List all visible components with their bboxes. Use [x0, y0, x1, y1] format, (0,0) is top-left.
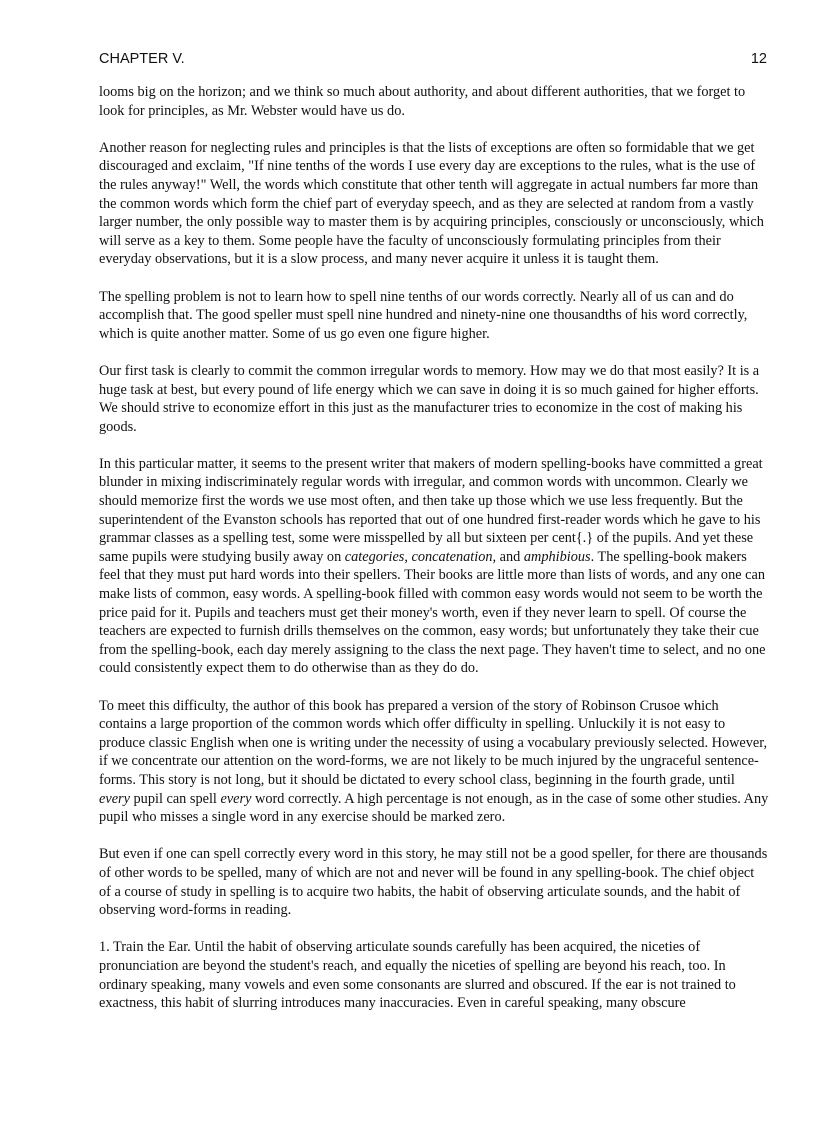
paragraph: [99, 697, 769, 827]
paragraph-text: and: [496, 548, 524, 565]
paragraph-text: word correctly. A high percentage is not enough, as in the case of some other studies. Any pupil who misses a single word in any exercise should be marked zero.: [99, 790, 769, 826]
document-body: [99, 83, 769, 1031]
chapter-title: CHAPTER V.: [99, 51, 185, 67]
italic-text: every: [99, 790, 130, 807]
paragraph: The spelling problem is not to learn how to spell nine tenths of our words correctly. Nearly all of us can and do accomplish that. The good speller must spell nine hundred and ninety-nine one thousandths of his word correctly, which is quite another matter. Some of us go even one figure higher.: [99, 288, 748, 342]
paragraph-text: pupil can spell: [129, 790, 221, 807]
italic-text: every: [220, 790, 252, 807]
italic-text: amphibious: [523, 548, 591, 565]
paragraph-text: . The spelling-book makers feel that they must put hard words into their spellers. Their books are little more than lists of words, and any one can make lists of common, easy words. A spelling-book filled with common easy words would not seem to be worth the price paid for it. Pupils and teachers must get their money's worth, even if they never learn to spell. Of course the teachers are expected to furnish drills themselves on the common, easy words; but unfortunately they take their cue from the spelling-book, each day merely assigning to the class the next page. They haven't time to select, and no one could consistently expect them to do otherwise than as they do do.: [99, 548, 766, 677]
paragraph: Our first task is clearly to commit the common irregular words to memory. How may we do that most easily? It is a huge task at best, but every pound of life energy which we can save in doing it is so much gained for higher efforts. We should strive to economize effort in this just as the manufacturer tries to economize in the cost of making his goods.: [99, 362, 760, 435]
paragraph-text: In this particular matter, it seems to the present writer that makers of modern spelling-books have committed a great blunder in mixing indiscriminately regular words with irregular, and common words with uncommon. Clearly we should memorize first the words we use most often, and then take up those which we use less frequently. But the superintendent of the Evanston schools has reported that out of one hundred first-reader words which he gave to his grammar classes as a spelling test, some were misspelled by all but sixteen per cent{.} of the pupils. And yet these same pupils were studying busily away on: [99, 455, 763, 565]
paragraph: Another reason for neglecting rules and principles is that the lists of exceptions are often so formidable that we get discouraged and exclaim, "If nine tenths of the words I use every day are exceptions to the rules, what is the use of the rules anyway!" Well, the words which constitute that other tenth will aggregate in actual numbers far more than the common words which form the chief part of everyday speech, and as they are selected at random from a vastly larger number, the only possible way to master them is by acquiring principles, consciously or unconsciously, which will serve as a key to them. Some people have the faculty of unconsciously formulating principles from their everyday observations, but it is a slow process, and many never acquire it unless it is taught them.: [99, 139, 764, 268]
page-header: [99, 51, 767, 71]
paragraph: But even if one can spell correctly every word in this story, he may still not be a good speller, for there are thousands of other words to be spelled, many of which are not and never will be found in any spelling-book. The chief object of a course of study in spelling is to acquire two habits, the habit of observing articulate sounds, and the habit of observing word-forms in reading.: [99, 846, 768, 919]
paragraph: [99, 455, 769, 678]
paragraph: 1. Train the Ear. Until the habit of observing articulate sounds carefully has been acquired, the niceties of pronunciation are beyond the student's reach, and equally the niceties of spelling are beyond his reach, too. In ordinary speaking, many vowels and even some consonants are slurred and obscured. If the ear is not trained to exactness, this habit of slurring introduces many inaccuracies. Even in careful speaking, many obscure: [99, 939, 736, 1012]
page-number: 12: [750, 51, 767, 67]
italic-text: categories, concatenation,: [344, 548, 497, 565]
paragraph-text: To meet this difficulty, the author of this book has prepared a version of the story of Robinson Crusoe which contains a large proportion of the common words which offer difficulty in spelling. Unluckily it is not easy to produce classic English when one is writing under the necessity of using a vocabulary previously selected. However, if we concentrate our attention on the word-forms, we are not likely to be much injured by the ungraceful sentence-forms. This story is not long, but it should be dictated to every school class, beginning in the fourth grade, until: [99, 697, 768, 788]
paragraph: looms big on the horizon; and we think so much about authority, and about different authorities, that we forget to look for principles, as Mr. Webster would have us do.: [99, 84, 746, 119]
